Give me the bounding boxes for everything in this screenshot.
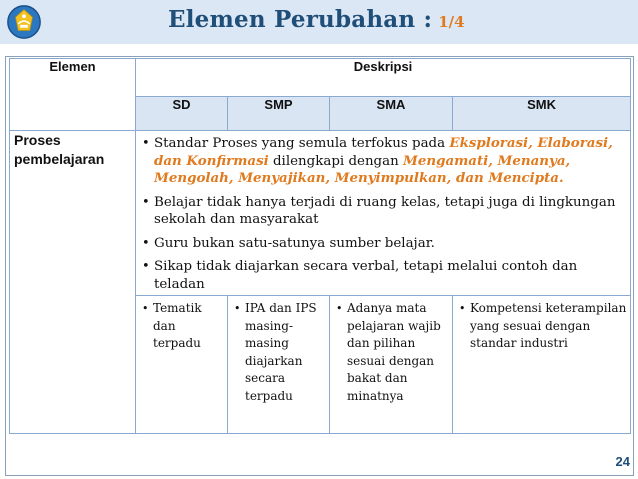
- row-label-line2: pembelajaran: [14, 151, 105, 167]
- cell-smp-text: IPA dan IPS masing-masing diajarkan secara terpadu: [245, 301, 317, 403]
- cell-smk-text: Kompetensi keterampilan yang sesuai dengan standar industri: [470, 301, 627, 350]
- page-title: Elemen Perubahan :: [168, 6, 433, 33]
- col-header-deskripsi: Deskripsi: [136, 59, 631, 97]
- bullet-icon: •: [142, 259, 150, 274]
- bullet-icon: •: [142, 235, 150, 251]
- elemen-table: [9, 58, 631, 434]
- bullet1-emphasis-2: Mengamati, Menanya, Mengolah, Menyajikan, Menyimpulkan, dan Mencipta.: [154, 152, 571, 186]
- list-item: [142, 194, 622, 229]
- list-item: [142, 258, 622, 293]
- table-row: [10, 131, 631, 296]
- cell-sd: [136, 296, 228, 434]
- cell-smk: [453, 296, 631, 434]
- col-header-elemen: Elemen: [10, 59, 136, 131]
- bullet-text-1: [154, 135, 622, 188]
- level-header-sma: SMA: [330, 97, 453, 131]
- page-number: 24: [615, 454, 630, 469]
- bullet1-emphasis-1: Eksplorasi, Elaborasi, dan Konfirmasi: [154, 135, 613, 169]
- list-item: [142, 235, 622, 253]
- bullet1-mid: dilengkapi dengan: [268, 153, 403, 169]
- level-header-sd: SD: [136, 97, 228, 131]
- bullet-text-3: Guru bukan satu-satunya sumber belajar.: [154, 235, 435, 251]
- general-description-cell: [136, 131, 631, 296]
- level-header-smk: SMK: [453, 97, 631, 131]
- row-label-proses-pembelajaran: [10, 131, 136, 434]
- tut-wuri-handayani-logo: [5, 3, 43, 41]
- row-label-line1: Proses: [14, 132, 61, 148]
- cell-smp: [228, 296, 330, 434]
- title-wrap: [168, 6, 465, 38]
- bullet-icon: •: [142, 194, 150, 210]
- bullet-text-2: Belajar tidak hanya terjadi di ruang kelas, tetapi juga di lingkungan sekolah dan masyarakat: [154, 194, 616, 227]
- cell-sd-text: Tematik dan terpadu: [153, 301, 202, 350]
- bullet-icon: •: [459, 302, 466, 315]
- page-fraction: 1/4: [438, 13, 465, 31]
- bullet-icon: •: [336, 302, 343, 315]
- bullet-text-4: Sikap tidak diajarkan secara verbal, tetapi melalui contoh dan teladan: [154, 259, 578, 292]
- bullet-icon: •: [234, 302, 241, 315]
- bullet-icon: •: [142, 136, 150, 151]
- bullet1-pre: Standar Proses yang semula terfokus pada: [154, 136, 450, 151]
- list-item: [142, 135, 622, 188]
- level-header-smp: SMP: [228, 97, 330, 131]
- cell-sma-text: Adanya mata pelajaran wajib dan pilihan sesuai dengan bakat dan minatnya: [347, 301, 441, 403]
- table-header-row: [10, 59, 631, 97]
- bullet-icon: •: [142, 302, 149, 315]
- header-band: [0, 0, 638, 44]
- cell-sma: [330, 296, 453, 434]
